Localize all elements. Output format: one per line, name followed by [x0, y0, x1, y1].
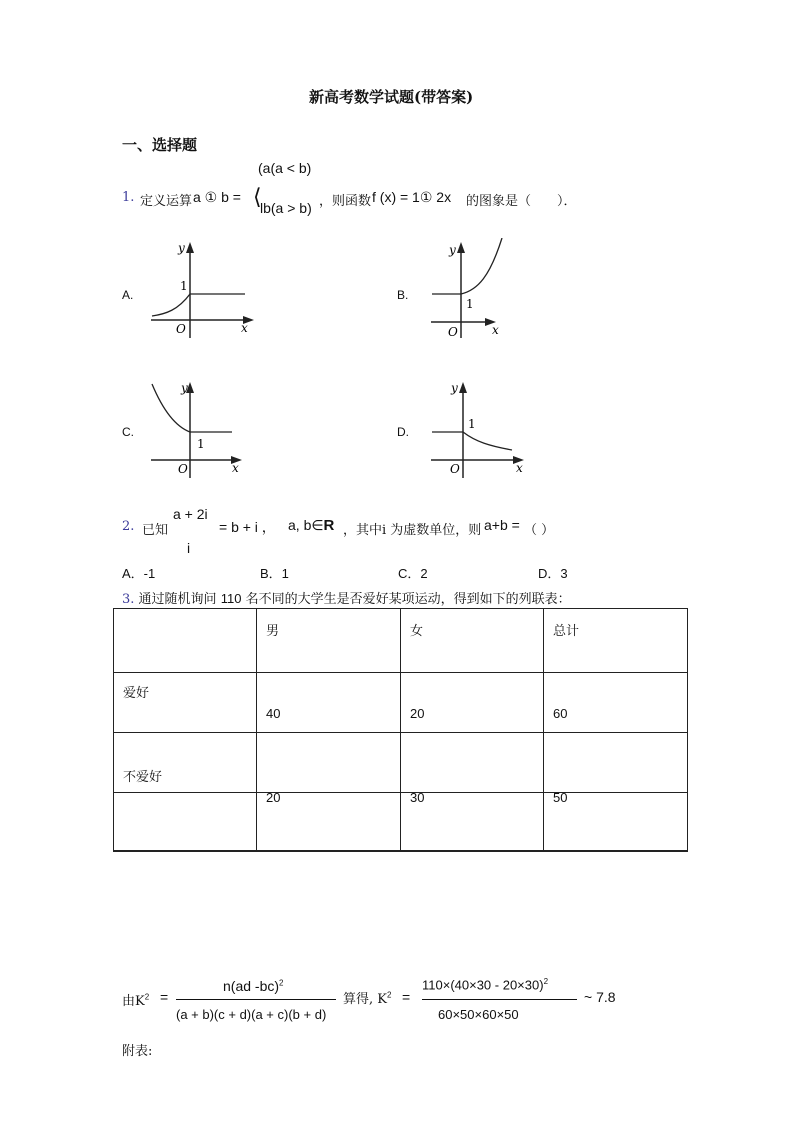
- curve: [152, 294, 245, 316]
- graph-option-d[interactable]: [428, 378, 538, 480]
- piecewise-bottom: lb(a > b): [260, 200, 312, 216]
- curve: [432, 238, 502, 294]
- table-header: 女: [410, 624, 424, 639]
- table-border-left: [113, 608, 114, 851]
- origin-label: O: [448, 325, 458, 339]
- formula-lead: [122, 990, 149, 1009]
- option-a-label: A.: [122, 288, 134, 302]
- formula-approx: ~ 7.8: [584, 989, 616, 1005]
- origin-label: O: [178, 462, 188, 476]
- q1-operation: a ① b =: [193, 189, 241, 205]
- piecewise-brace: ⟨: [253, 184, 262, 209]
- option-label: C．: [398, 566, 421, 581]
- formula-by: 由K: [122, 994, 145, 1009]
- contingency-table: [113, 608, 688, 851]
- table-cell: 60: [553, 706, 568, 721]
- q2-tail-end: （ ）: [524, 523, 555, 538]
- y-axis-arrow: [457, 242, 465, 253]
- table-cell: 20: [266, 790, 281, 805]
- table-column-rule: [400, 608, 401, 851]
- q2-option-c[interactable]: [398, 563, 428, 582]
- x-label: x: [492, 323, 499, 337]
- q2-prefix: 已知: [142, 523, 169, 538]
- formula-numerator: [223, 978, 283, 994]
- formula-denominator: (a + b)(c + d)(a + c)(b + d): [176, 1007, 327, 1022]
- fraction-bar: [422, 999, 577, 1000]
- q2-fraction-numerator: a + 2i: [173, 506, 208, 522]
- q2-tail-text: ，其中i 为虚数单位，则: [343, 523, 482, 538]
- table-header: 总计: [553, 624, 580, 639]
- table-border-right: [687, 608, 688, 851]
- option-label: A．: [122, 566, 144, 581]
- q2-option-a[interactable]: [122, 563, 155, 582]
- numerator-text: n(ad -bc): [223, 978, 280, 994]
- calc-exponent: 2: [386, 990, 392, 1000]
- q2-condition: [288, 517, 334, 534]
- q2-tail-expression: a+b =: [484, 517, 520, 533]
- q1-function: f (x) = 1① 2x: [372, 189, 452, 205]
- formula-exponent: 2: [144, 992, 150, 1002]
- one-label: 1: [197, 437, 205, 451]
- curve: [432, 432, 512, 450]
- option-d-label: D.: [397, 425, 409, 439]
- fraction-bar: [176, 999, 336, 1000]
- table-cell: 20: [410, 706, 425, 721]
- table-column-rule: [256, 608, 257, 851]
- option-value: -1: [143, 566, 156, 581]
- calc-text: 算得, K: [343, 992, 387, 1007]
- question-number: 2.: [122, 519, 135, 534]
- option-label: D．: [538, 566, 561, 581]
- q2-fraction-denominator: i: [187, 540, 191, 556]
- q2-cond-R: R: [323, 517, 335, 534]
- origin-label: O: [450, 462, 460, 476]
- x-label: x: [232, 461, 239, 475]
- q1-suffix: 的图象是（ ）．: [466, 194, 577, 209]
- question-number: 1.: [122, 190, 135, 205]
- option-label: B．: [260, 566, 282, 581]
- formula-denominator-2: 60×50×60×50: [438, 1007, 519, 1022]
- x-label: x: [241, 321, 248, 335]
- y-axis-arrow: [459, 382, 467, 393]
- option-b-label: B.: [397, 288, 409, 302]
- row-label: 爱好: [123, 686, 150, 701]
- q3-stem: [122, 588, 571, 607]
- formula-numerator-2: [422, 977, 548, 992]
- q1-prefix: 定义运算: [140, 194, 193, 209]
- q2-option-b[interactable]: [260, 563, 289, 582]
- page-title: 新高考数学试题(带答案): [309, 88, 474, 106]
- question-number: 3.: [122, 592, 135, 607]
- y-label: y: [178, 241, 185, 255]
- y-axis-arrow: [186, 242, 194, 253]
- one-label: 1: [180, 279, 188, 293]
- graph-option-c[interactable]: [148, 378, 258, 480]
- graph-option-a[interactable]: [148, 238, 258, 340]
- table-cell: 30: [410, 790, 425, 805]
- one-label: 1: [466, 297, 474, 311]
- q1-middle: ，则函数: [319, 194, 372, 209]
- q2-option-d[interactable]: [538, 563, 568, 582]
- piecewise-top: (a(a < b): [258, 160, 312, 176]
- y-label: y: [449, 243, 456, 257]
- q2-cond-ab: a, b∈: [288, 517, 324, 533]
- numerator-exponent: 2: [279, 978, 284, 988]
- graph-option-b[interactable]: [428, 238, 538, 340]
- row-label: 不爱好: [123, 770, 163, 785]
- numerator-text: 110×(40×30 - 20×30): [422, 977, 544, 993]
- appendix-label: 附表:: [122, 1044, 153, 1059]
- y-label: y: [451, 381, 458, 395]
- option-value: 2: [420, 566, 428, 581]
- formula-equals: =: [160, 989, 169, 1005]
- option-value: 3: [560, 566, 568, 581]
- formula-equals-2: =: [402, 989, 411, 1005]
- table-cell: 40: [266, 706, 281, 721]
- one-label: 1: [468, 417, 476, 431]
- formula-calc: [343, 988, 391, 1007]
- section-heading: 一、选择题: [122, 136, 198, 154]
- x-label: x: [516, 461, 523, 475]
- option-c-label: C.: [122, 425, 134, 439]
- numerator-exponent: 2: [543, 977, 549, 986]
- option-value: 1: [281, 566, 289, 581]
- table-cell: 50: [553, 790, 568, 805]
- q3-text-b: 名不同的大学生是否爱好某项运动，得到如下的列联表：: [245, 592, 571, 607]
- q3-count: 110: [220, 591, 242, 606]
- q3-text-a: 通过随机询问: [138, 592, 217, 607]
- origin-label: O: [176, 322, 186, 336]
- table-column-rule: [543, 608, 544, 851]
- y-label: y: [181, 381, 188, 395]
- table-header: 男: [266, 624, 280, 639]
- q2-rhs: = b + i ，: [219, 519, 276, 535]
